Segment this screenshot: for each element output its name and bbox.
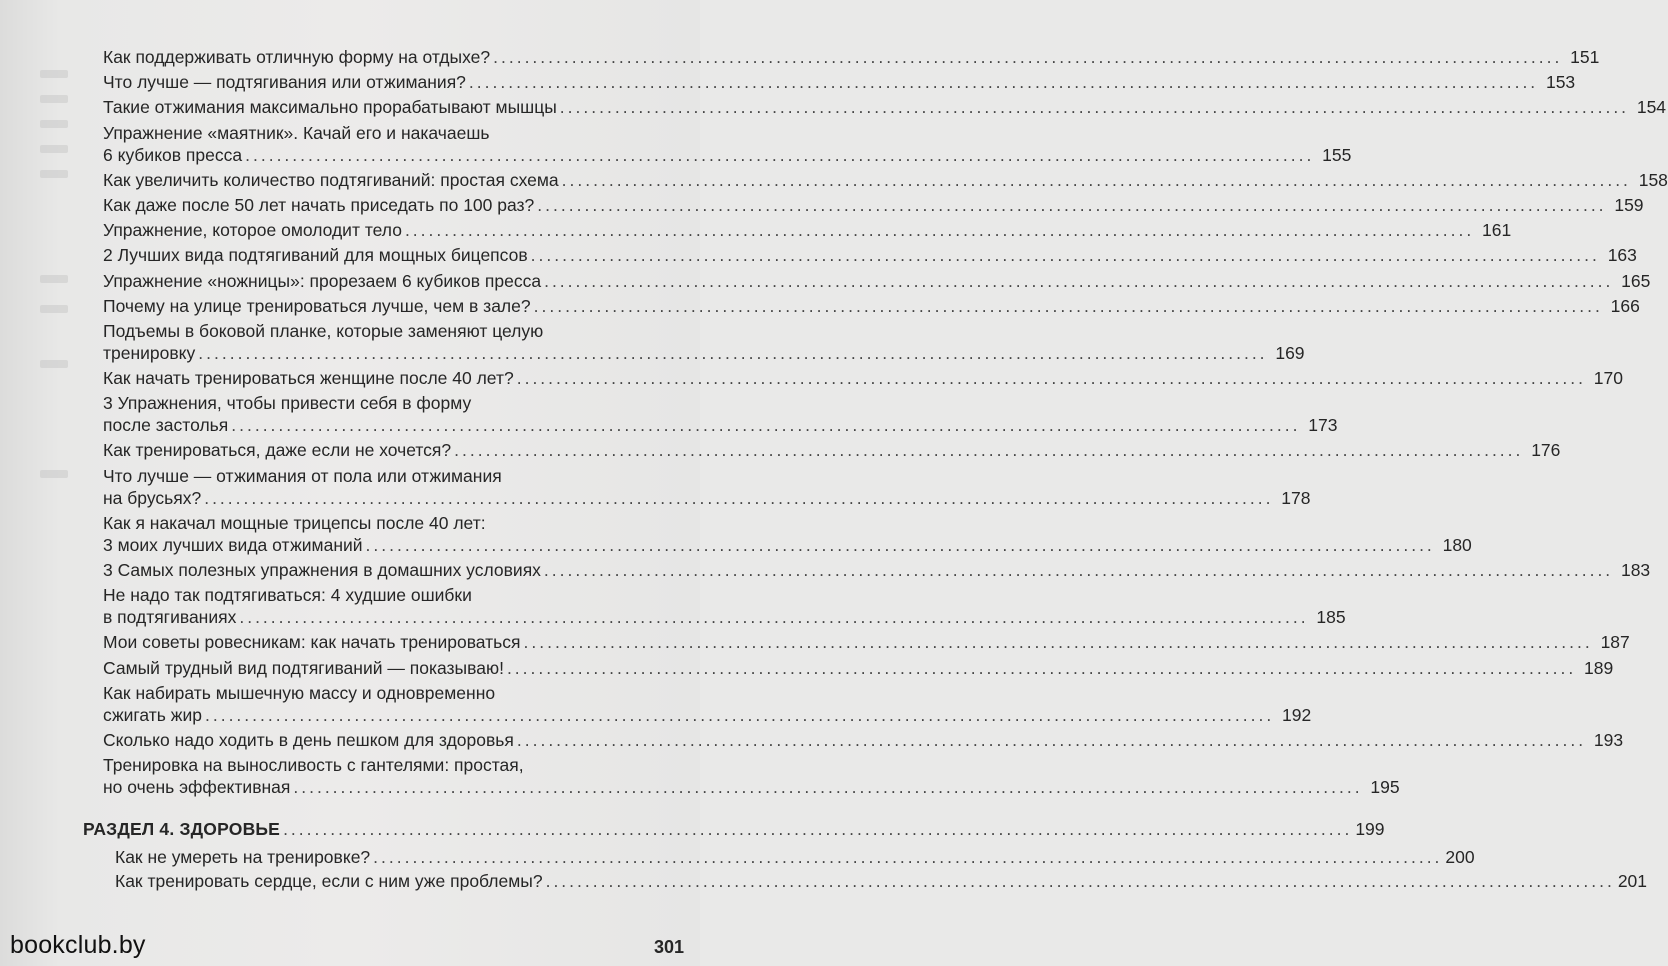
toc-entry bbox=[103, 682, 1312, 726]
toc-entry-title: Упражнение «ножницы»: прорезаем 6 кубиков пресса bbox=[103, 270, 542, 291]
leader-dots bbox=[546, 870, 1615, 892]
toc-entry-row bbox=[103, 194, 1644, 216]
toc-entry-title: Почему на улице тренироваться лучше, чем в зале? bbox=[103, 295, 531, 316]
toc-entry-title: Как увеличить количество подтягиваний: простая схема bbox=[103, 169, 559, 190]
toc-entry-title-line: Не надо так подтягиваться: 4 худшие ошибки bbox=[103, 585, 472, 606]
toc-entry-title-line: Тренировка на выносливость с гантелями: простая, bbox=[103, 755, 524, 776]
toc-entry-page: 158 bbox=[1638, 169, 1668, 190]
toc-entry bbox=[103, 729, 1624, 751]
toc-entry-title: после застолья bbox=[103, 415, 229, 436]
leader-dots bbox=[283, 818, 1352, 840]
toc-entry-page: 154 bbox=[1636, 97, 1667, 118]
section-title: РАЗДЕЛ 4. ЗДОРОВЬЕ bbox=[83, 819, 281, 839]
toc-entry-title: 3 Самых полезных упражнения в домашних условиях bbox=[103, 560, 541, 580]
toc-entry-row bbox=[103, 244, 1637, 266]
toc-entry bbox=[103, 657, 1614, 679]
toc-entry-title: Сколько надо ходить в день пешком для здоровья bbox=[103, 729, 514, 750]
toc-entry bbox=[103, 584, 1346, 628]
toc-entry-page: 155 bbox=[1322, 144, 1352, 165]
toc-entry-title: Как тренироваться, даже если не хочется? bbox=[103, 440, 452, 461]
toc-entry bbox=[103, 754, 1400, 798]
leader-dots bbox=[560, 96, 1629, 118]
leader-dots bbox=[534, 295, 1603, 317]
toc-entry bbox=[103, 122, 1352, 166]
toc-entry-row bbox=[103, 71, 1576, 93]
toc-entry-row bbox=[103, 342, 1305, 364]
leader-dots bbox=[469, 71, 1538, 93]
toc-entry-title-line: Упражнение «маятник». Качай его и накачаешь bbox=[103, 122, 490, 143]
toc-entry-row bbox=[103, 96, 1667, 118]
leader-dots bbox=[544, 270, 1613, 292]
toc-entry-row bbox=[103, 776, 1400, 798]
toc-entry-row bbox=[103, 219, 1512, 241]
toc-entry bbox=[103, 194, 1644, 216]
toc-entry-page: 159 bbox=[1614, 194, 1644, 215]
toc-entry-title: в подтягиваниях bbox=[103, 607, 237, 628]
toc-entry-title: Как поддерживать отличную форму на отдыхе? bbox=[103, 47, 491, 67]
table-of-contents bbox=[103, 46, 1668, 798]
toc-entry-title: 2 Лучших вида подтягиваний для мощных бицепсов bbox=[103, 245, 528, 266]
toc-entry-title-line: 3 Упражнения, чтобы привести себя в форму bbox=[103, 393, 472, 414]
toc-entry-row bbox=[103, 414, 1338, 436]
toc-entry-row bbox=[103, 606, 1346, 628]
toc-entry bbox=[103, 96, 1667, 118]
toc-entry bbox=[103, 320, 1305, 364]
toc-entry-page: 192 bbox=[1282, 704, 1312, 725]
toc-entry bbox=[103, 465, 1311, 509]
toc-entry-row bbox=[103, 657, 1614, 679]
toc-entry-title: сжигать жир bbox=[103, 704, 202, 725]
toc-entry bbox=[103, 244, 1637, 266]
toc-entry-title: но очень эффективная bbox=[103, 777, 291, 798]
toc-entry bbox=[103, 367, 1623, 389]
leader-dots bbox=[293, 776, 1362, 798]
toc-entry-row bbox=[103, 704, 1312, 726]
toc-entry-page: 173 bbox=[1308, 415, 1338, 436]
toc-entry bbox=[103, 392, 1338, 436]
toc-entry-row bbox=[103, 169, 1668, 191]
leader-dots bbox=[531, 244, 1600, 266]
toc-entry bbox=[103, 71, 1576, 93]
toc-entry bbox=[103, 559, 1651, 581]
toc-entry-page: 165 bbox=[1621, 270, 1651, 291]
toc-entry-page: 201 bbox=[1617, 871, 1648, 891]
toc-entry-row bbox=[103, 270, 1651, 292]
toc-entry bbox=[103, 46, 1600, 68]
section-page-number: 199 bbox=[1355, 819, 1385, 839]
toc-entry bbox=[103, 512, 1472, 556]
toc-entry-page: 170 bbox=[1593, 368, 1623, 389]
toc-entry-page: 163 bbox=[1607, 245, 1637, 266]
toc-entry-page: 180 bbox=[1442, 534, 1472, 555]
toc-entry-title: тренировку bbox=[103, 342, 196, 363]
toc-entry-row bbox=[103, 144, 1352, 166]
leader-dots bbox=[231, 414, 1300, 436]
toc-entry-page: 178 bbox=[1281, 487, 1311, 508]
toc-entry-title-line: Как набирать мышечную массу и одновременно bbox=[103, 682, 496, 703]
site-watermark: bookclub.by bbox=[10, 931, 146, 959]
toc-entry-page: 193 bbox=[1593, 729, 1624, 750]
toc-entry-title: Самый трудный вид подтягиваний — показываю! bbox=[103, 657, 504, 678]
toc-entry-row bbox=[103, 534, 1472, 556]
toc-entry-page: 185 bbox=[1316, 607, 1346, 628]
toc-entry-title: Как начать тренироваться женщине после 40 лет? bbox=[103, 368, 514, 389]
toc-entry-title: 3 моих лучших вида отжиманий bbox=[103, 534, 363, 555]
leader-dots bbox=[373, 846, 1442, 868]
toc-entry-row bbox=[103, 487, 1311, 509]
toc-entry-title-line: Как я накачал мощные трицепсы после 40 лет: bbox=[103, 512, 486, 533]
toc-entry-row bbox=[103, 295, 1640, 317]
toc-entry-page: 183 bbox=[1620, 560, 1651, 580]
toc-entry-title: Что лучше — подтягивания или отжимания? bbox=[103, 72, 466, 93]
leader-dots bbox=[366, 534, 1435, 556]
leader-dots bbox=[204, 487, 1273, 509]
toc-entry bbox=[103, 219, 1512, 241]
toc-entry-title: 6 кубиков пресса bbox=[103, 144, 243, 165]
toc-entry-row bbox=[103, 559, 1651, 581]
leader-dots bbox=[245, 144, 1314, 166]
page-number: 301 bbox=[653, 937, 684, 957]
leader-dots bbox=[544, 559, 1613, 581]
toc-entry-row bbox=[103, 631, 1630, 653]
toc-entry bbox=[115, 870, 1648, 892]
section-heading bbox=[83, 818, 1385, 840]
toc-entry-title-line: Подъемы в боковой планке, которые заменяют целую bbox=[103, 320, 544, 341]
leader-dots bbox=[198, 342, 1267, 364]
toc-entry-page: 200 bbox=[1445, 847, 1475, 867]
leader-dots bbox=[493, 46, 1562, 68]
toc-entry-title: Как тренировать сердце, если с ним уже проблемы? bbox=[115, 871, 543, 891]
toc-entry-row bbox=[103, 367, 1623, 389]
leader-dots bbox=[507, 657, 1576, 679]
toc-entry bbox=[115, 846, 1475, 868]
toc-entry-page: 176 bbox=[1531, 440, 1561, 461]
toc-entry bbox=[103, 439, 1561, 461]
toc-entry-title: Такие отжимания максимально прорабатывают мышцы bbox=[103, 97, 557, 118]
leader-dots bbox=[562, 169, 1631, 191]
toc-entry-page: 151 bbox=[1570, 47, 1600, 67]
toc-entry-title: на брусьях? bbox=[103, 487, 202, 508]
toc-entry bbox=[103, 295, 1640, 317]
leader-dots bbox=[205, 704, 1274, 726]
toc-entry-page: 189 bbox=[1583, 657, 1614, 678]
leader-dots bbox=[517, 367, 1586, 389]
leader-dots bbox=[239, 606, 1308, 628]
leader-dots bbox=[454, 439, 1523, 461]
toc-entry-page: 161 bbox=[1481, 220, 1512, 241]
toc-entry-row bbox=[103, 439, 1561, 461]
toc-entry-page: 195 bbox=[1370, 777, 1400, 798]
toc-entry bbox=[103, 270, 1651, 292]
toc-entry-page: 166 bbox=[1610, 295, 1640, 316]
facing-page-edge bbox=[0, 60, 70, 760]
toc-entry-row bbox=[103, 729, 1624, 751]
toc-entry-title: Мои советы ровесникам: как начать тренироваться bbox=[103, 632, 521, 653]
toc-entry-row bbox=[103, 46, 1600, 68]
toc-entry-title: Как даже после 50 лет начать приседать по 100 раз? bbox=[103, 194, 535, 215]
toc-entry-page: 187 bbox=[1600, 632, 1630, 653]
toc-entry-page: 169 bbox=[1275, 342, 1305, 363]
toc-entry-title: Упражнение, которое омолодит тело bbox=[103, 220, 402, 241]
toc-entry bbox=[103, 631, 1630, 653]
toc-entry-title-line: Что лучше — отжимания от пола или отжимания bbox=[103, 465, 502, 486]
toc-entry bbox=[103, 169, 1668, 191]
leader-dots bbox=[517, 729, 1586, 751]
toc-entry-page: 153 bbox=[1545, 72, 1576, 93]
leader-dots bbox=[537, 194, 1606, 216]
toc-entry-title: Как не умереть на тренировке? bbox=[115, 847, 371, 867]
leader-dots bbox=[405, 219, 1474, 241]
leader-dots bbox=[524, 631, 1593, 653]
